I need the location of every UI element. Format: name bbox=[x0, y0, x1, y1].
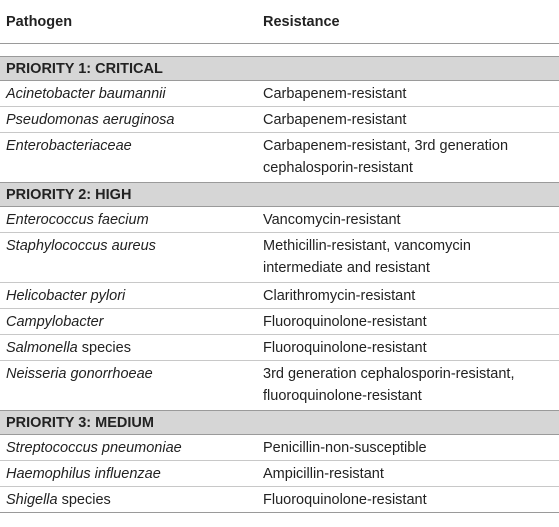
pathogen-name: Haemophilus influenzae bbox=[6, 466, 161, 482]
pathogen-name: Pseudomonas aeruginosa bbox=[6, 112, 175, 128]
table-row bbox=[0, 107, 559, 133]
pathogen-name: Salmonella bbox=[6, 340, 78, 356]
resistance-cell: Carbapenem-resistant, 3rd generation cephalosporin-resistant bbox=[263, 138, 509, 176]
resistance-cell: Fluoroquinolone-resistant bbox=[263, 314, 427, 330]
resistance-cell: Carbapenem-resistant bbox=[263, 86, 407, 102]
resistance-cell: Clarithromycin-resistant bbox=[263, 288, 416, 304]
pathogen-cell bbox=[0, 435, 263, 459]
pathogen-cell bbox=[0, 335, 263, 359]
pathogen-suffix: species bbox=[77, 340, 131, 356]
pathogen-cell bbox=[0, 361, 263, 385]
table-row bbox=[0, 435, 559, 461]
header-pathogen: Pathogen bbox=[6, 13, 73, 30]
table-row bbox=[0, 361, 559, 411]
table-row bbox=[0, 133, 559, 183]
resistance-cell: Vancomycin-resistant bbox=[263, 212, 401, 228]
resistance-cell: Fluoroquinolone-resistant bbox=[263, 340, 427, 356]
table-row bbox=[0, 283, 559, 309]
resistance-cell: Penicillin-non-susceptible bbox=[263, 440, 427, 456]
pathogen-cell bbox=[0, 207, 263, 231]
table-row bbox=[0, 309, 559, 335]
pathogen-cell bbox=[0, 309, 263, 333]
pathogen-name: Enterococcus faecium bbox=[6, 212, 149, 228]
table-row bbox=[0, 487, 559, 513]
pathogen-name: Acinetobacter baumannii bbox=[6, 86, 166, 102]
table-row bbox=[0, 233, 559, 283]
pathogen-cell bbox=[0, 133, 263, 157]
section-priority-medium: PRIORITY 3: MEDIUM bbox=[0, 411, 559, 435]
pathogen-cell bbox=[0, 461, 263, 485]
table-row bbox=[0, 207, 559, 233]
pathogen-name: Neisseria gonorrhoeae bbox=[6, 366, 153, 382]
header-spacer bbox=[0, 44, 559, 57]
pathogen-cell bbox=[0, 283, 263, 307]
resistance-cell: Ampicillin-resistant bbox=[263, 466, 384, 482]
resistance-cell: Methicillin-resistant, vancomycin intermediate and resistant bbox=[263, 238, 471, 276]
table-row bbox=[0, 335, 559, 361]
resistance-cell: Fluoroquinolone-resistant bbox=[263, 492, 427, 508]
pathogen-name: Streptococcus pneumoniae bbox=[6, 440, 182, 456]
pathogen-name: Shigella bbox=[6, 492, 58, 508]
pathogen-name: Campylobacter bbox=[6, 314, 104, 330]
pathogen-cell bbox=[0, 107, 263, 131]
resistance-cell: Carbapenem-resistant bbox=[263, 112, 407, 128]
pathogen-cell bbox=[0, 81, 263, 105]
pathogen-cell bbox=[0, 233, 263, 257]
header-resistance: Resistance bbox=[263, 13, 340, 30]
section-priority-critical: PRIORITY 1: CRITICAL bbox=[0, 57, 559, 81]
pathogen-suffix: species bbox=[57, 492, 111, 508]
table-row bbox=[0, 461, 559, 487]
pathogen-name: Staphylococcus aureus bbox=[6, 238, 156, 254]
table-row bbox=[0, 81, 559, 107]
table-header bbox=[0, 0, 559, 44]
pathogen-name: Helicobacter pylori bbox=[6, 288, 126, 304]
pathogen-name: Enterobacteriaceae bbox=[6, 138, 132, 154]
section-priority-high: PRIORITY 2: HIGH bbox=[0, 183, 559, 207]
resistance-cell: 3rd generation cephalosporin-resistant, fluoroquinolone-resistant bbox=[263, 366, 515, 404]
pathogen-cell bbox=[0, 487, 263, 511]
